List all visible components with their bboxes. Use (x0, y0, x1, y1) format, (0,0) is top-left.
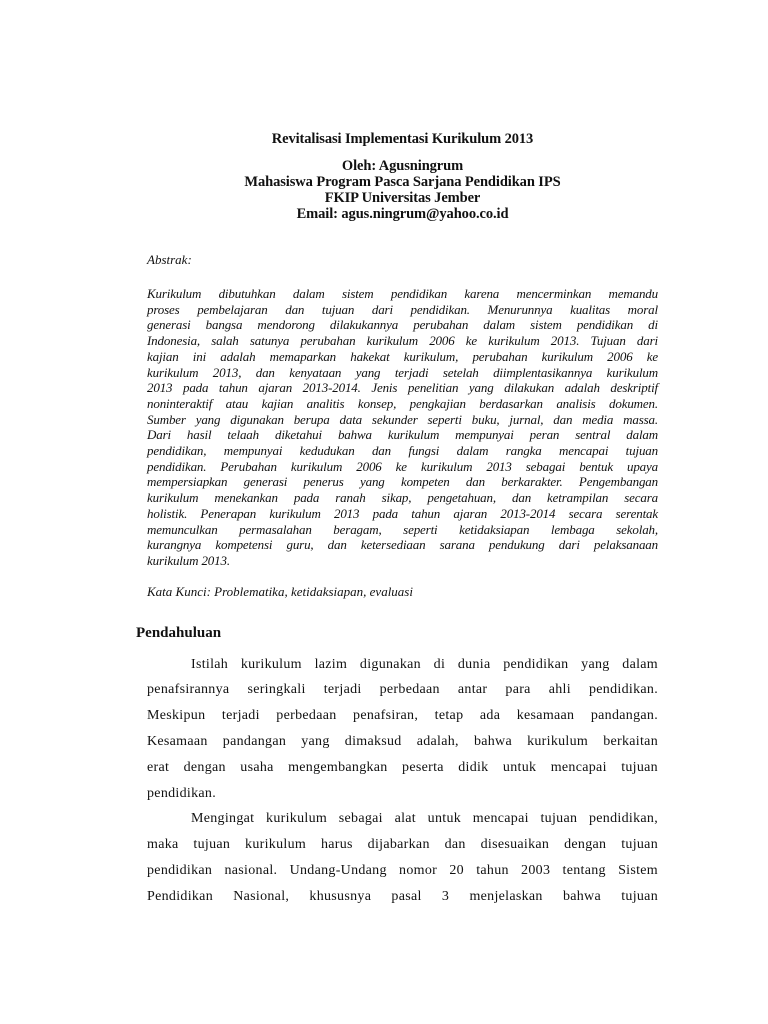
paragraph-line: erat dengan usaha mengembangkan peserta didik untuk mencapai tujuan (147, 759, 658, 775)
abstract-line: holistik. Penerapan kurikulum 2013 pada tahun ajaran 2013-2014 secara serentak (147, 505, 658, 521)
abstract-line: noninteraktif atau kajian analitis konsep, pengkajian berdasarkan analisis dokumen. (147, 395, 658, 411)
paragraph-line: Istilah kurikulum lazim digunakan di dunia pendidikan yang dalam (191, 656, 658, 672)
document-title: Revitalisasi Implementasi Kurikulum 2013 (271, 131, 534, 147)
abstract-line: memunculkan permasalahan beragam, seperti ketidaksiapan lembaga sekolah, (147, 521, 658, 537)
abstract-line: kurikulum menekankan pada ranah sikap, pengetahuan, dan ketrampilan secara (147, 490, 658, 506)
abstract-line: Dari hasil telaah diketahui bahwa kurikulum mempunyai peran sentral dalam (147, 427, 658, 443)
paragraph-line: pendidikan nasional. Undang-Undang nomor 20 tahun 2003 tentang Sistem (147, 863, 658, 879)
abstract-line: pendidikan, mempunyai kedudukan dan fungsi dalam rangka mencapai tujuan (147, 443, 658, 459)
abstract-line: mempersiapkan generasi penerus yang kompeten dan berkarakter. Pengembangan (147, 474, 658, 490)
abstract-line: kurangnya kompetensi guru, dan ketersediaan sarana pendukung dari pelaksanaan (147, 537, 658, 553)
abstract-line: generasi bangsa mendorong dilakukannya perubahan dalam sistem pendidikan di (147, 317, 658, 333)
paragraph-line: Pendidikan Nasional, khususnya pasal 3 menjelaskan bahwa tujuan (147, 888, 658, 904)
paragraph-line: pendidikan. (147, 785, 217, 801)
abstract-line: 2013 pada tahun ajaran 2013-2014. Jenis penelitian yang dilakukan adalah deskriptif (147, 380, 658, 396)
section-heading: Pendahuluan (136, 624, 222, 641)
abstract-line: kurikulum 2013, dan kenyataan yang terjadi setelah diimplentasikannya kurikulum (147, 364, 658, 380)
abstract-line: kajian ini adalah memaparkan hakekat kurikulum, perubahan kurikulum 2006 ke (147, 348, 658, 364)
paragraph-line: penafsirannya seringkali terjadi perbedaan antar para ahli pendidikan. (147, 682, 658, 698)
author-line: Oleh: Agusningrum (341, 158, 464, 174)
abstract-body (147, 286, 658, 569)
body-text (147, 652, 658, 910)
abstract-line: Kurikulum dibutuhkan dalam sistem pendidikan karena mencerminkan memandu (147, 286, 658, 301)
paragraph-line: Kesamaan pandangan yang dimaksud adalah, bahwa kurikulum berkaitan (147, 734, 658, 750)
paragraph-line: Mengingat kurikulum sebagai alat untuk mencapai tujuan pendidikan, (191, 811, 658, 827)
abstract-line: Indonesia, salah satunya perubahan kurikulum 2006 ke kurikulum 2013. Tujuan dari (147, 333, 658, 349)
abstract-line: Sumber yang digunakan berupa data sekunder seperti buku, jurnal, dan media massa. (147, 411, 658, 427)
document-page (136, 130, 658, 910)
abstract-label: Abstrak: (147, 252, 192, 267)
affiliation-line-1: Mahasiswa Program Pasca Sarjana Pendidikan IPS (244, 174, 561, 190)
abstract-line: kurikulum 2013. (147, 552, 230, 568)
affiliation-line-2: FKIP Universitas Jember (324, 190, 481, 206)
document-header (147, 130, 658, 222)
abstract-line: pendidikan. Perubahan kurikulum 2006 ke kurikulum 2013 sebagai bentuk upaya (147, 458, 658, 474)
paragraph-line: Meskipun terjadi perbedaan penafsiran, tetap ada kesamaan pandangan. (147, 708, 658, 724)
paragraph-line: maka tujuan kurikulum harus dijabarkan dan disesuaikan dengan tujuan (147, 837, 658, 853)
abstract-line: proses pembelajaran dan tujuan dari pendidikan. Menurunnya kualitas moral (147, 301, 658, 317)
keywords-line: Kata Kunci: Problematika, ketidaksiapan, evaluasi (147, 583, 413, 599)
email-line: Email: agus.ningrum@yahoo.co.id (296, 206, 509, 222)
